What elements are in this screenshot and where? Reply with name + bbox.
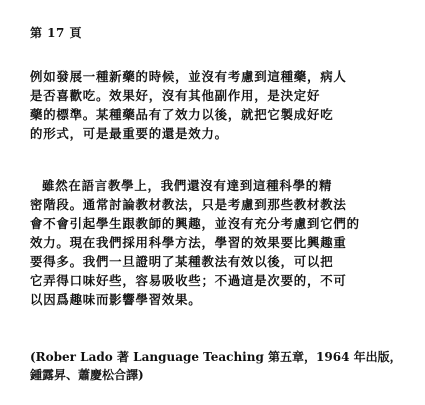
paragraph-1 [30, 67, 347, 143]
paragraph-line: 它弄得口味好些，容易吸收些；不過這是次要的，不可 [30, 273, 347, 288]
paragraph-line: 以因爲趣味而影響學習效果。 [30, 292, 202, 307]
paragraph-line: 是否喜歡吃。效果好，沒有其他副作用，是決定好 [30, 88, 321, 103]
page-number: 第 17 頁 [30, 26, 83, 40]
citation-line: 鍾露昇、蕭慶松合譯) [30, 368, 144, 382]
paragraph-line: 效力。現在我們採用科學方法，學習的效果要比興趣重 [30, 235, 347, 250]
paragraph-line: 會不會引起學生跟教師的興趣，並沒有充分考慮到它們的 [30, 216, 360, 231]
paragraph-line: 藥的標準。某種藥品有了效力以後，就把它製成好吃 [30, 107, 334, 122]
paragraph-line: 的形式，可是最重要的還是效力。 [30, 126, 228, 141]
paragraph-2 [30, 176, 360, 309]
paragraph-line: 雖然在語言教學上，我們還沒有達到這種科學的精 [42, 178, 333, 193]
paragraph-line: 密階段。通常討論教材教法，只是考慮到那些教材教法 [30, 197, 347, 212]
paragraph-line: 例如發展一種新藥的時候，並沒有考慮到這種藥，病人 [30, 69, 347, 84]
citation-line: (Rober Lado 著 Language Teaching 第五章，1964 年出版， [30, 350, 402, 364]
citation [30, 348, 402, 384]
paragraph-line: 要得多。我們一旦證明了某種教法有效以後，可以把 [30, 254, 334, 269]
